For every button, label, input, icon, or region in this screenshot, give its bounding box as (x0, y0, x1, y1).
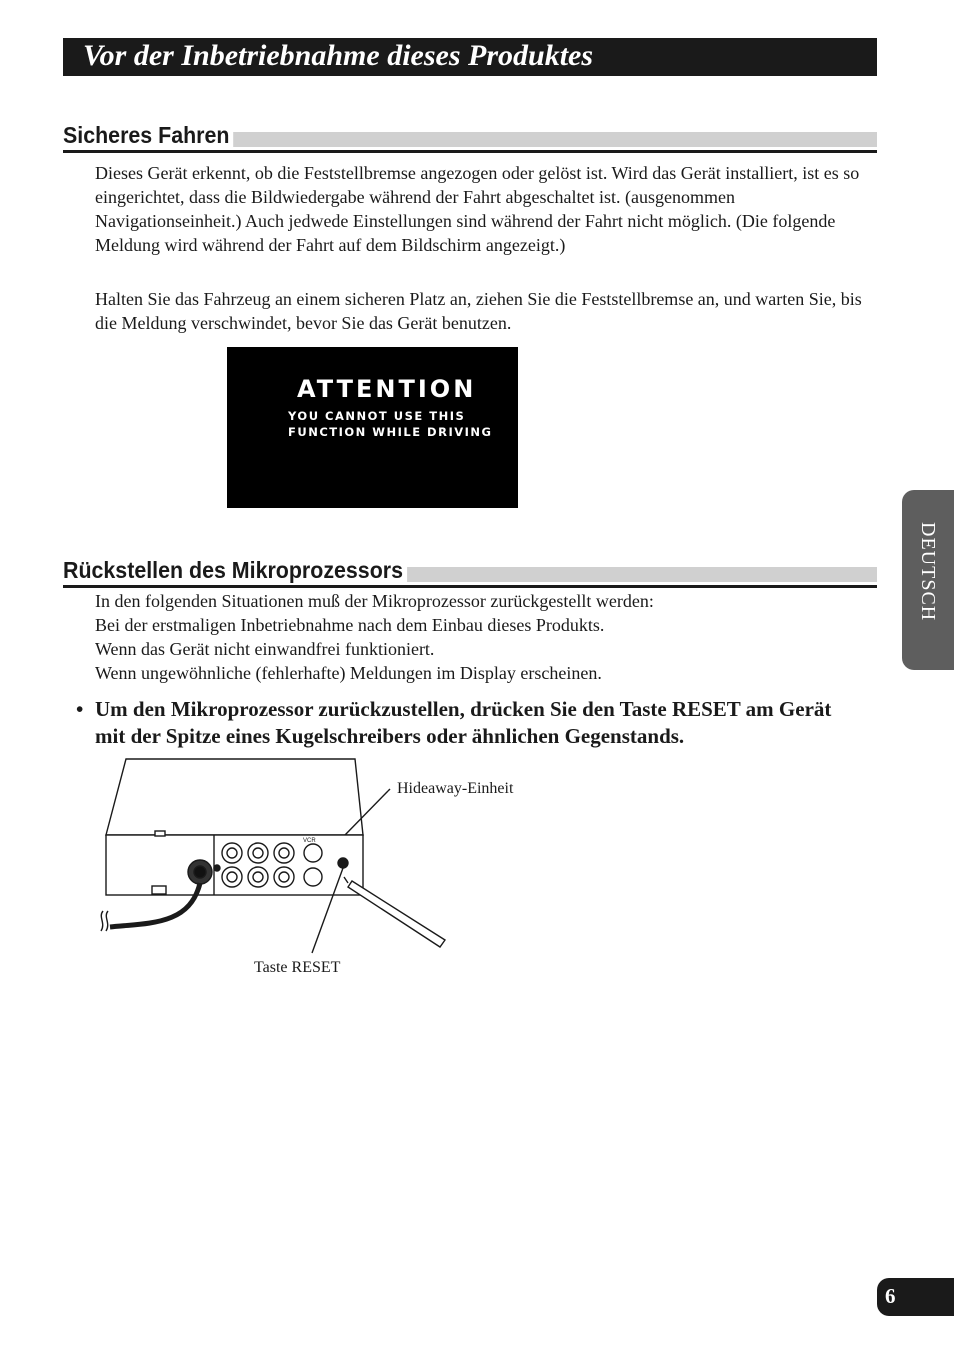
section-title: Rückstellen des Mikroprozessors (63, 557, 407, 583)
page-number: 6 (885, 1284, 896, 1308)
section-heading-safe-driving (63, 122, 877, 150)
page-number-tab (877, 1278, 954, 1316)
reset-instruction-text: Um den Mikroprozessor zurückzustellen, drücken Sie den Taste RESET am Gerät mit der Spitze eines Kugelschreibers oder ähnlichen Gegenstands. (95, 697, 832, 748)
paragraph: Dieses Gerät erkennt, ob die Feststellbremse angezogen oder gelöst ist. Wird das Gerät installiert, ist es so eingerichtet, dass die Bildwiedergabe während der Fahrt abgeschaltet ist. (ausgenommen Navigationseinheit.) Auch jedwede Einstellungen sind während der Fahrt nicht möglich. (Die folgende Meldung wird während der Fahrt auf dem Bildschirm angezeigt.) (95, 163, 860, 255)
label-hideaway-unit: Hideaway-Einheit (397, 780, 514, 797)
language-tab-label: DEUTSCH (917, 522, 939, 622)
paragraph: Halten Sie das Fahrzeug an einem sicheren Platz an, ziehen Sie die Feststellbremse an, und warten Sie, bis die Meldung verschwindet, bevor Sie das Gerät benutzen. (95, 289, 862, 333)
label-reset-button: Taste RESET (254, 959, 341, 976)
language-tab (902, 490, 954, 670)
attention-title: ATTENTION (297, 375, 477, 403)
reset-line: Wenn ungewöhnliche (fehlerhafte) Meldungen im Display erscheinen. (95, 663, 602, 683)
reset-line: Wenn das Gerät nicht einwandfrei funktioniert. (95, 639, 435, 659)
port-label: VCR (303, 838, 316, 844)
reset-line: Bei der erstmaligen Inbetriebnahme nach dem Einbau dieses Produkts. (95, 615, 605, 635)
attention-screen (227, 347, 518, 508)
page-title: Vor der Inbetriebnahme dieses Produktes (83, 39, 594, 72)
bullet-icon: • (76, 697, 84, 721)
reset-line: In den folgenden Situationen muß der Mikroprozessor zurückgestellt werden: (95, 591, 654, 611)
section-heading-reset (63, 557, 877, 585)
attention-line-1: YOU CANNOT USE THIS (288, 409, 466, 423)
page-title-bar (63, 38, 877, 76)
section-title: Sicheres Fahren (63, 122, 233, 148)
attention-line-2: FUNCTION WHILE DRIVING (288, 425, 493, 439)
